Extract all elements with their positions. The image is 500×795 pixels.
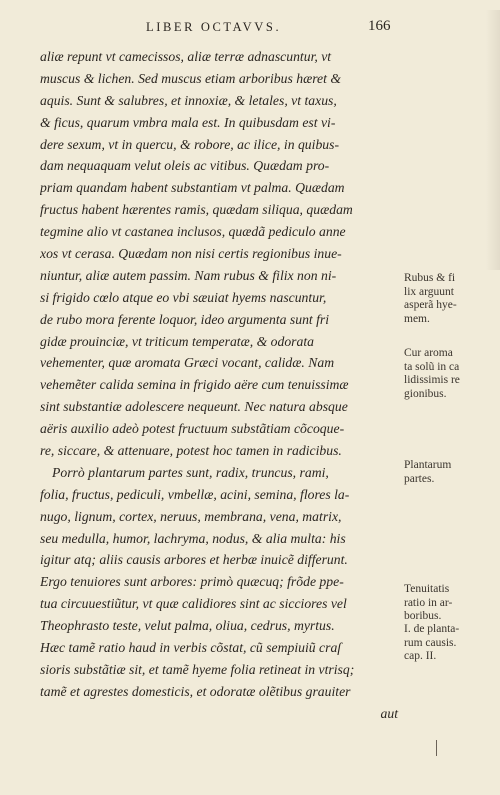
text-line: gidæ prouinciæ, vt triticum temperatæ, & odorata — [40, 333, 314, 349]
text-line: tamẽ et agrestes domesticis, et odoratæ olẽtibus grauiter — [40, 683, 351, 699]
margin-note-plantarum — [404, 459, 496, 486]
text-line: Ergo tenuiores sunt arbores: primò quæcuq; frõde ppe- — [40, 574, 344, 590]
margin-note-line: rum causis. — [404, 636, 457, 649]
margin-note-line: boribus. — [404, 610, 442, 622]
text-line: folia, fructus, pediculi, vmbellæ, acini, semina, flores la- — [40, 486, 350, 502]
text-line: vehemẽter calida semina in frigido aëre cum tenuissimæ — [40, 377, 349, 393]
margin-note-line: I. de planta- — [404, 623, 460, 635]
margin-note-rubus — [404, 272, 496, 326]
margin-note-line: partes. — [404, 472, 435, 485]
margin-note-line: Tenuitatis — [404, 583, 450, 595]
text-line: muscus & lichen. Sed muscus etiam arboribus hæret & — [40, 70, 341, 86]
text-line: dam nequaquam velut oleis ac vitibus. Quædam pro- — [40, 158, 330, 174]
text-line: si frigido cœlo atque eo vbi sæuiat hyems nascuntur, — [40, 289, 327, 305]
paragraph-start-line: Porrò plantarum partes sunt, radix, truncus, rami, — [52, 464, 329, 480]
text-line: vehementer, quæ aromata Græci vocant, calidæ. Nam — [40, 355, 335, 371]
text-line: tua circuuestiũtur, vt quæ calidiores sint ac sicciores vel — [40, 596, 347, 612]
text-line: sioris substãtiæ sit, et tamẽ hyeme folia retineat in vtrisq; — [40, 661, 355, 677]
margin-note-line: ta solũ in ca — [404, 360, 460, 373]
text-line: priam quandam habent substantiam vt palma. Quædam — [40, 180, 345, 196]
text-line: aliæ repunt vt camecissos, aliæ terræ adnascuntur, vt — [40, 49, 332, 64]
running-head: LIBER OCTAVVS. — [146, 20, 282, 34]
page-number: 166 — [368, 18, 391, 34]
margin-note-line: mem. — [404, 312, 430, 325]
margin-note-reference — [404, 623, 496, 664]
text-line: re, siccare, & attenuare, potest hoc tamen in radicibus. — [40, 443, 342, 459]
text-line: aëris auxilio adeò potest fructuum substãtiam cõcoque- — [40, 421, 345, 437]
text-line: fructus habent hærentes ramis, quædam siliqua, quædam — [40, 202, 353, 218]
margin-note-line: lix arguunt — [404, 285, 454, 298]
margin-note-line: gionibus. — [404, 387, 447, 400]
text-line: Hæc tamẽ ratio haud in verbis cõstat, cũ sempiuiũ craſ — [40, 640, 342, 656]
margin-note-line: lidissimis re — [404, 374, 460, 386]
margin-note-tenuitatis — [404, 583, 496, 624]
margin-note-line: Plantarum — [404, 459, 452, 471]
text-line: seu medulla, humor, lachryma, nodus, & alia multa: his — [40, 530, 346, 546]
catchword: aut — [380, 705, 398, 721]
text-line: sint substantiæ adolescere nequeunt. Nec natura absque — [40, 399, 348, 415]
text-line: & ficus, quarum vmbra mala est. In quibusdam est vi- — [40, 114, 336, 130]
text-line: aquis. Sunt & salubres, et innoxiæ, & letales, vt taxus, — [40, 92, 337, 108]
text-line: xos vt cerasa. Quædam non nisi certis regionibus inue- — [40, 246, 342, 262]
margin-note-line: ratio in ar- — [404, 596, 453, 609]
margin-note-line: Cur aroma — [404, 347, 453, 359]
text-line: Theophrasto teste, velut palma, oliua, cedrus, myrtus. — [40, 618, 335, 634]
margin-note-line: asperã hye- — [404, 299, 457, 311]
text-line: nugo, lignum, cortex, neruus, membrana, vena, matrix, — [40, 508, 342, 524]
text-line: igitur atq; aliis causis arbores et herbæ inuicẽ differunt. — [40, 552, 348, 568]
text-line: tegmine alio vt castanea inclusos, quædã pediculo anne — [40, 224, 346, 240]
text-line: de rubo mora ferente loquor, ideo argumenta sunt fri — [40, 311, 330, 327]
margin-note-line: cap. II. — [404, 650, 437, 662]
ink-speck — [436, 740, 437, 756]
text-line: niuntur, aliæ autem passim. Nam rubus & filix non ni- — [40, 267, 337, 283]
margin-note-aromata — [404, 347, 496, 401]
text-line: dere sexum, vt in quercu, & robore, ac ilice, in quibus- — [40, 136, 340, 152]
margin-note-line: Rubus & fi — [404, 272, 456, 284]
